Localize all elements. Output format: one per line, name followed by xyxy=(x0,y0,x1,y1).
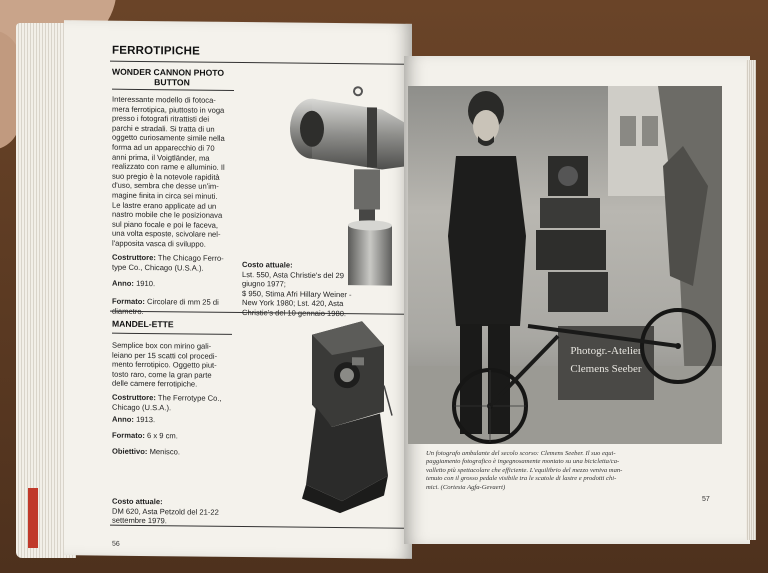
desc-line: parchi e stradali. Si tratta di un xyxy=(112,123,215,134)
photographer-bicycle-scene xyxy=(408,86,722,444)
formato-value-2: diametro. xyxy=(112,306,144,316)
caption-line: tenuto con il grosso pedale visibile tra le scatole di lastre e prodotti chi- xyxy=(426,475,617,483)
desc-line: magine finita in circa sei minuti. xyxy=(112,190,218,201)
desc-line: forma ad un apparecchio di 70 xyxy=(112,142,215,153)
item2-rule xyxy=(112,333,232,335)
desc-line: Semplice box con mirino gali- xyxy=(112,340,212,351)
page-edges-right xyxy=(746,60,756,540)
costruttore-value-2: Chicago (U.S.A.). xyxy=(112,402,172,412)
caption-line: paggiamento fotografico è ingegnosamente montato su una bicicletta/ca- xyxy=(426,458,620,466)
wonder-cannon-camera-photo xyxy=(282,78,410,289)
desc-line: mera ferrotipica, piuttosto in voga xyxy=(112,104,225,115)
costruttore-value: The Ferrotype Co., xyxy=(157,393,222,403)
costruttore-label: Costruttore: xyxy=(112,252,156,263)
red-bookmark xyxy=(28,488,38,548)
desc-line: presso i fotografi ritrattisti dei xyxy=(112,113,210,124)
costo-line: giugno 1977; xyxy=(242,279,286,289)
caption-line: Un fotografo ambulante del secolo scorso: Clemens Seeber. Il suo equi- xyxy=(426,450,616,457)
caption-line: mici. (Cortesia Agfa-Gevaert) xyxy=(426,483,506,491)
desc-line: suo pregio è la notevole rapidità xyxy=(112,171,220,182)
costo-line: DM 620, Asta Petzold del 21-22 xyxy=(112,506,219,517)
formato-value: Circolare di mm 25 di xyxy=(147,297,219,307)
item2-costo xyxy=(112,497,252,527)
item2-title: MANDEL-ETTE xyxy=(112,318,174,330)
desc-line: tosto raro, come la gran parte xyxy=(112,369,212,380)
open-book xyxy=(16,18,756,563)
desc-line: delle camere ferrotipiche. xyxy=(112,379,198,389)
costo-label: Costo attuale: xyxy=(242,260,293,270)
item1-costruttore xyxy=(112,253,252,274)
item1-rule xyxy=(112,89,234,91)
item1-title xyxy=(112,67,232,88)
item2-costruttore xyxy=(112,393,242,414)
item1-description xyxy=(112,95,240,250)
bottom-rule xyxy=(110,525,406,529)
photo-caption xyxy=(426,450,726,492)
page-number-left: 56 xyxy=(112,540,120,548)
mandel-ette-camera-photo xyxy=(292,315,402,516)
atelier-sign-line2: Clemens Seeber xyxy=(570,363,642,375)
costo-line: settembre 1979. xyxy=(112,515,167,526)
desc-line: nastro mobile che le posizionava xyxy=(112,209,223,220)
desc-line: mento ferrotipico. Oggetto piut- xyxy=(112,359,217,370)
costo-line: $ 950, Stima Afri Hillary Weiner - xyxy=(242,288,352,299)
desc-line: d'uso, sembra che desse un'im- xyxy=(112,181,219,192)
caption-line: valletto più spettacolare che efficiente. L'equilibrio del mezzo veniva man- xyxy=(426,466,623,474)
costruttore-value: The Chicago Ferro- xyxy=(157,253,224,263)
desc-line: Interessante modello di fotoca- xyxy=(112,94,216,105)
obiettivo-label: Obiettivo: xyxy=(112,446,148,457)
desc-line: l'apposita vasca di sviluppo. xyxy=(112,238,206,249)
desc-line: Le lastre erano applicate ad un xyxy=(112,200,217,211)
desc-line: realizzato con rame e alluminio. Il xyxy=(112,161,225,173)
item1-anno xyxy=(112,279,155,289)
section-title: FERROTIPICHE xyxy=(112,44,201,58)
item2-description xyxy=(112,341,242,390)
obiettivo-value: Menisco. xyxy=(149,447,180,457)
costo-line: Christie's del 10 gennaio 1980. xyxy=(242,308,347,319)
formato-label: Formato: xyxy=(112,296,145,307)
item2-obiettivo xyxy=(112,447,180,457)
costo-label: Costo attuale: xyxy=(112,496,163,507)
clemens-seeber-photo xyxy=(408,86,722,444)
item1-title-line1: WONDER CANNON PHOTO xyxy=(112,66,225,78)
desc-line: leiano per 15 scatti col procedi- xyxy=(112,350,218,361)
costo-line: Lst. 550, Asta Christie's del 29 xyxy=(242,269,344,280)
left-page xyxy=(64,20,412,559)
anno-value: 1910. xyxy=(136,278,156,289)
item1-title-line2: BUTTON xyxy=(154,77,190,88)
desc-line: oggetto curiosamente simile nella xyxy=(112,133,225,144)
anno-value: 1913. xyxy=(136,414,156,425)
costruttore-value-2: type Co., Chicago (U.S.A.). xyxy=(112,262,204,273)
formato-value: 6 x 9 cm. xyxy=(147,431,178,441)
item1-formato xyxy=(112,297,252,318)
anno-label: Anno: xyxy=(112,414,134,424)
anno-label: Anno: xyxy=(112,278,134,288)
item2-anno xyxy=(112,415,155,425)
desc-line: anni prima, il Voigtländer, ma xyxy=(112,152,210,163)
desc-line: una volta esposte, scivolare nel- xyxy=(112,228,221,240)
atelier-sign-line1: Photogr.-Atelier xyxy=(570,345,642,357)
costo-line: New York 1980; Lst. 420, Asta xyxy=(242,298,344,309)
desc-line: sul piano focale e poi le faceva, xyxy=(112,219,218,230)
section-rule xyxy=(110,61,408,65)
formato-label: Formato: xyxy=(112,430,145,441)
costruttore-label: Costruttore: xyxy=(112,392,156,403)
page-number-right: 57 xyxy=(702,496,710,503)
item2-formato xyxy=(112,431,178,441)
